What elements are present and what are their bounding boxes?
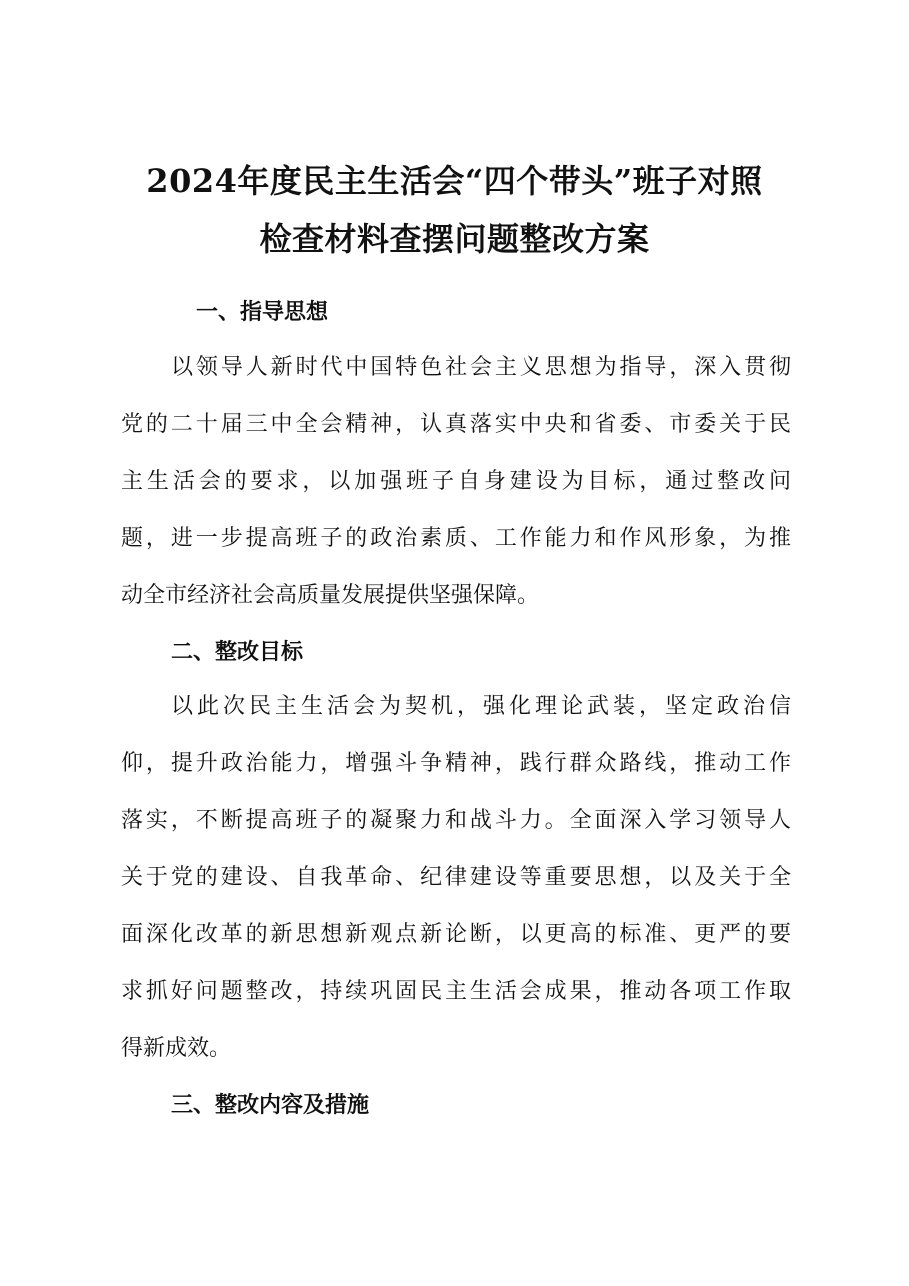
paragraph-line: 落实，不断提高班子的凝聚力和战斗力。全面深入学习领导人 (121, 808, 791, 833)
paragraph-line: 以此次民主生活会为契机，强化理论武装，坚定政治信 (171, 694, 791, 719)
paragraph-line: 求抓好问题整改，持续巩固民主生活会成果，推动各项工作取 (121, 979, 791, 1004)
section-paragraph-rectification-goals (121, 678, 791, 1077)
paragraph-line: 以领导人新时代中国特色社会主义思想为指导，深入贯彻 (171, 355, 791, 380)
paragraph-line: 动全市经济社会高质量发展提供坚强保障。 (121, 583, 540, 608)
section-heading-guiding-thought: 一、指导思想 (196, 299, 329, 325)
section-heading-rectification-measures: 三、整改内容及措施 (171, 1092, 370, 1118)
paragraph-line: 主生活会的要求，以加强班子自身建设为目标，通过整改问 (121, 469, 791, 494)
section-paragraph-guiding-thought (121, 339, 791, 624)
section-heading-rectification-goals: 二、整改目标 (171, 639, 304, 665)
paragraph-line: 党的二十届三中全会精神，认真落实中央和省委、市委关于民 (121, 412, 791, 437)
title-line: 检查材料查摆问题整改方案 (259, 220, 650, 258)
title-line: 2024年度民主生活会“四个带头”班子对照 (146, 162, 763, 200)
paragraph-line: 仰，提升政治能力，增强斗争精神，践行群众路线，推动工作 (121, 751, 791, 776)
paragraph-line: 关于党的建设、自我革命、纪律建设等重要思想，以及关于全 (121, 865, 791, 890)
paragraph-line: 面深化改革的新思想新观点新论断，以更高的标准、更严的要 (121, 922, 791, 947)
paragraph-line: 得新成效。 (121, 1036, 232, 1061)
paragraph-line: 题，进一步提高班子的政治素质、工作能力和作风形象，为推 (121, 526, 791, 551)
document-title (100, 152, 809, 268)
